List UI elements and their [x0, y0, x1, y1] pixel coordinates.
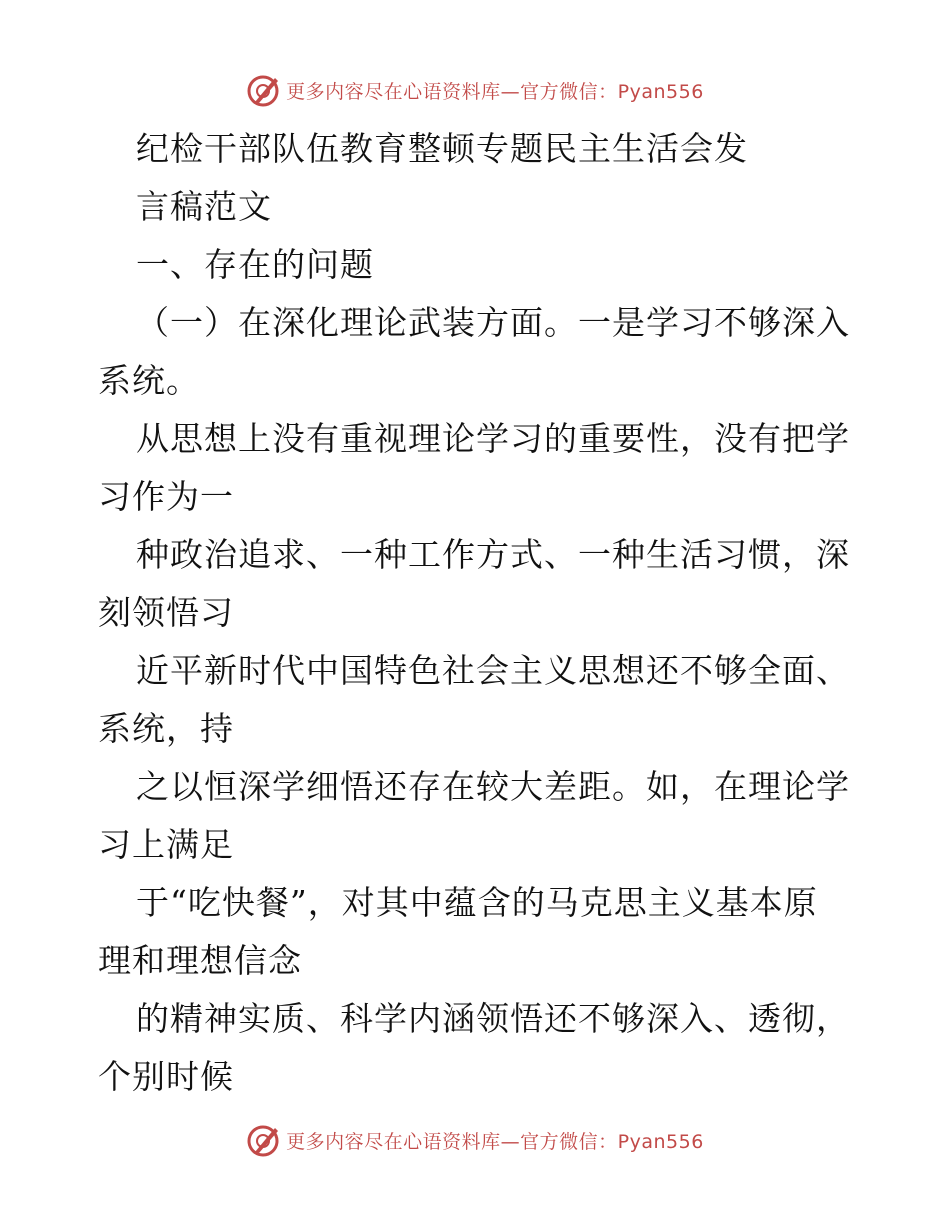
brush-logo-icon: [246, 1122, 282, 1158]
document-body: [98, 120, 858, 1106]
footer-watermark: [0, 1120, 950, 1160]
text-line: 系统，持: [98, 709, 234, 748]
text-line: 于“吃快餐”，对其中蕴含的马克思主义基本原: [136, 883, 818, 922]
text-line: （一）在深化理论武装方面。一是学习不够深入: [136, 303, 850, 342]
text-line: 理和理想信念: [98, 941, 302, 980]
text-line: 的精神实质、科学内涵领悟还不够深入、透彻，: [136, 999, 850, 1038]
brush-logo-icon: [246, 72, 282, 108]
text-line: 之以恒深学细悟还存在较大差距。如，在理论学: [136, 767, 850, 806]
text-line: 一、存在的问题: [136, 245, 374, 284]
text-line: 个别时候: [98, 1057, 234, 1096]
text-line: 习上满足: [98, 825, 234, 864]
text-line: 习作为一: [98, 477, 234, 516]
watermark-text: 更多内容尽在心语资料库—官方微信：Pyan556: [286, 1130, 704, 1153]
text-line: 系统。: [98, 361, 200, 400]
watermark-text: 更多内容尽在心语资料库—官方微信：Pyan556: [286, 80, 704, 103]
text-line: 纪检干部队伍教育整顿专题民主生活会发: [136, 129, 748, 168]
text-line: 言稿范文: [136, 187, 272, 226]
header-watermark: [0, 70, 950, 110]
text-line: 从思想上没有重视理论学习的重要性，没有把学: [136, 419, 850, 458]
text-line: 刻领悟习: [98, 593, 234, 632]
text-line: 近平新时代中国特色社会主义思想还不够全面、: [136, 651, 850, 690]
text-line: 种政治追求、一种工作方式、一种生活习惯，深: [136, 535, 850, 574]
